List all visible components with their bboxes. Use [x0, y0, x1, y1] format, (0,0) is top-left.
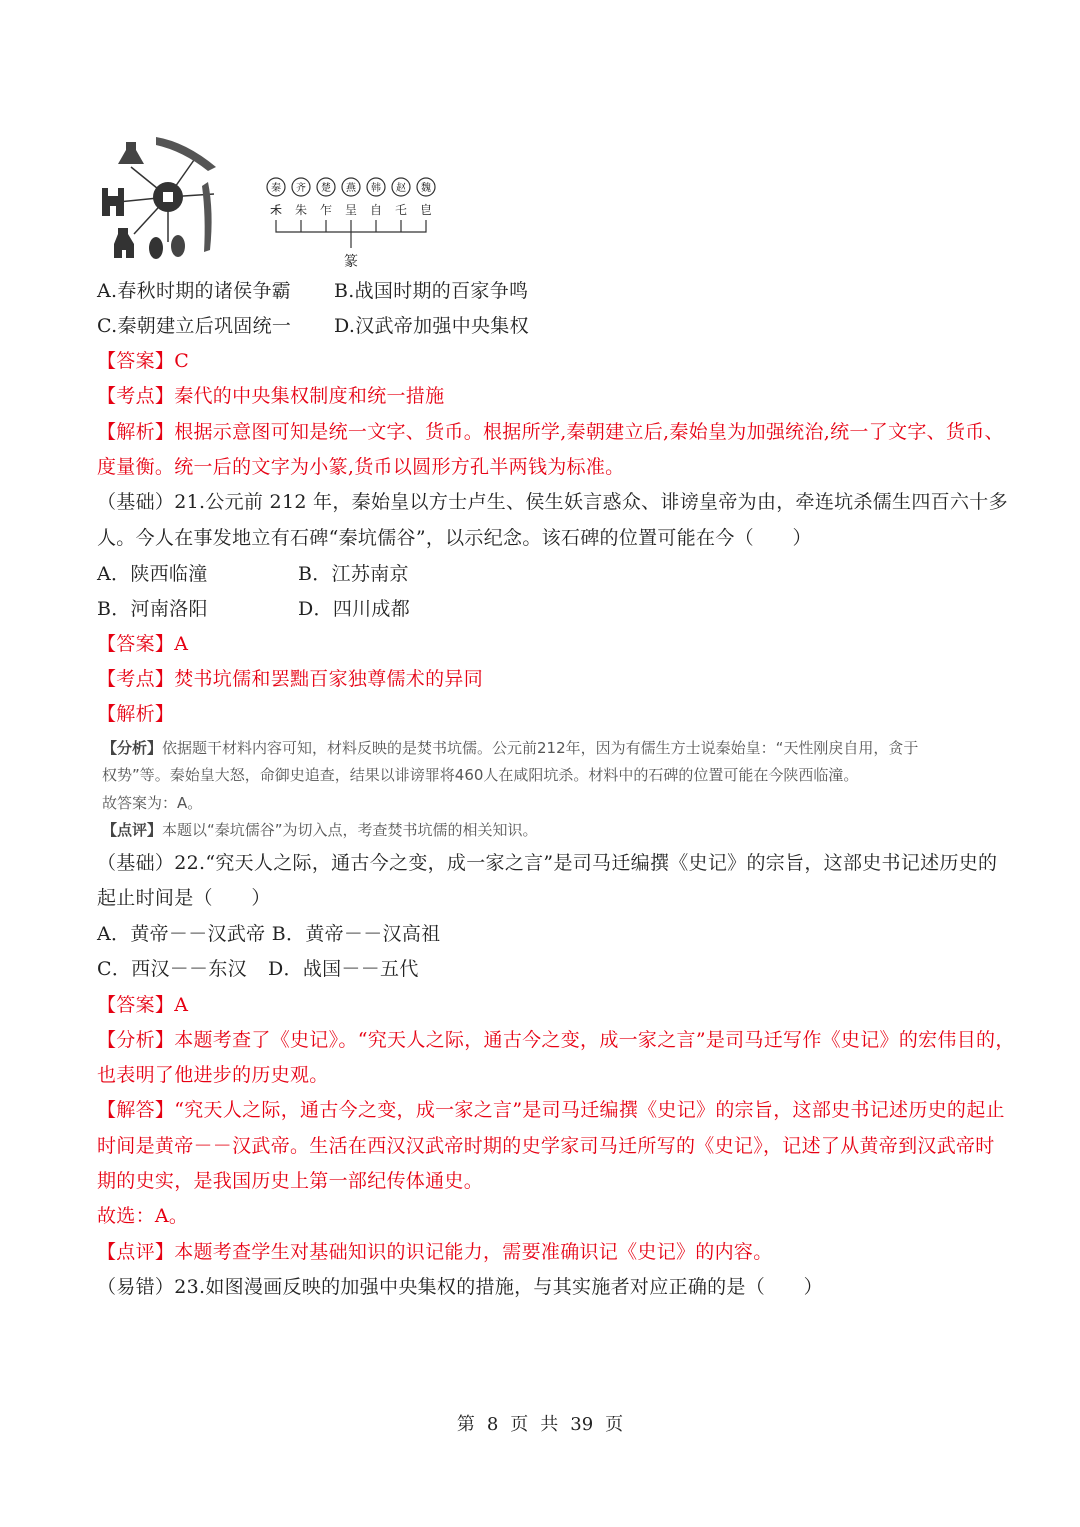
- q21-fenxi-line1: [102, 738, 918, 758]
- q22-option-c: C．西汉－－东汉: [97, 958, 247, 980]
- q22-fenxi-line2: 也表明了他进步的历史观。: [97, 1064, 329, 1086]
- q21-option-b: B．江苏南京: [298, 563, 409, 585]
- script-qi: 朱: [294, 203, 308, 217]
- page-total: 39: [570, 1414, 594, 1435]
- q22-fenxi-line1: [97, 1028, 1015, 1052]
- dianping-label: 【点评】: [102, 821, 163, 839]
- q22-guxuan: 故选：A。: [97, 1205, 189, 1227]
- q21-fenxi-line2: 权势”等。秦始皇大怒，命御史追查，结果以诽谤罪将460人在咸阳坑杀。材料中的石碑的位置可能在今陕西临潼。: [102, 766, 859, 784]
- q21-kaodian: [97, 667, 483, 691]
- script-zhao: 乇: [394, 203, 408, 217]
- kaodian-label: 【考点】: [97, 668, 175, 690]
- q21-stem-line2: 人。今人在事发地立有石碑“秦坑儒谷”，以示纪念。该石碑的位置可能在今（ ）: [97, 527, 812, 549]
- answer-value: A: [174, 994, 189, 1016]
- q23-stem: （易错）23.如图漫画反映的加强中央集权的措施，与其实施者对应正确的是（ ）: [97, 1276, 823, 1298]
- q21-stem-line1: （基础）21.公元前 212 年，秦始皇以方士卢生、侯生妖言惑众、诽谤皇帝为由，牵连坑杀儒生四百六十多: [97, 491, 1008, 513]
- q20-option-c: C.秦朝建立后巩固统一: [97, 315, 292, 337]
- q20-kaodian: [97, 384, 444, 408]
- q20-jiexi-line2: 度量衡。统一后的文字为小篆,货币以圆形方孔半两钱为标准。: [97, 456, 625, 478]
- question-figure: [96, 132, 476, 272]
- q22-stem-line2: 起止时间是（ ）: [97, 887, 271, 909]
- q22-stem-line1: （基础）22.“究天人之际，通古今之变，成一家之言”是司马迁编撰《史记》的宗旨，这部史书记述历史的: [97, 852, 998, 874]
- answer-value: A: [174, 633, 189, 655]
- state-zhao: 赵: [396, 183, 406, 194]
- answer-value: C: [174, 350, 190, 372]
- script-chu: 乍: [319, 203, 333, 217]
- answer-label: 【答案】: [97, 350, 175, 372]
- script-yan: 呈: [344, 203, 358, 217]
- q21-dianping: [102, 820, 538, 840]
- q20-answer: [97, 349, 189, 373]
- jiexi-text: 根据示意图可知是统一文字、货币。根据所学,秦朝建立后,秦始皇为加强统治,统一了文字、货币、: [174, 421, 1004, 443]
- q22-answer: [97, 993, 188, 1017]
- script-tree-lines: [264, 174, 454, 272]
- kaodian-text: 焚书坑儒和罢黜百家独尊儒术的异同: [174, 668, 484, 690]
- script-qin: 𥝌: [269, 203, 283, 217]
- q21-jiexi-label: 【解析】: [97, 703, 175, 725]
- q21-guda: 故答案为：A。: [102, 794, 203, 812]
- footer-gong: 共: [540, 1414, 559, 1435]
- state-yan: 燕: [346, 183, 356, 194]
- footer-ye: 页: [510, 1414, 529, 1435]
- answer-label: 【答案】: [97, 633, 175, 655]
- fenxi-label: 【分析】: [102, 739, 163, 757]
- fenxi-text: 本题考查了《史记》。“究天人之际，通古今之变，成一家之言”是司马迁写作《史记》的宏伟目的，: [174, 1029, 1015, 1051]
- fenxi-text: 依据题干材料内容可知，材料反映的是焚书坑儒。公元前212年，因为有儒生方士说秦始皇：“天性刚戾自用，贪于: [162, 739, 919, 757]
- dianping-text: 本题考查学生对基础知识的识记能力，需要准确识记《史记》的内容。: [174, 1241, 773, 1263]
- footer-di: 第: [456, 1414, 475, 1435]
- q20-option-a: A.春秋时期的诸侯争霸: [97, 280, 292, 302]
- jieda-label: 【解答】: [97, 1099, 175, 1121]
- script-wei: 皀: [419, 203, 433, 217]
- dianping-text: 本题以“秦坑儒谷”为切入点，考查焚书坑儒的相关知识。: [162, 821, 538, 839]
- page-footer: [0, 1410, 1080, 1436]
- kaodian-label: 【考点】: [97, 385, 175, 407]
- q22-jieda-line2: 时间是黄帝－－汉武帝。生活在西汉汉武帝时期的史学家司马迁所写的《史记》，记述了从黄帝到汉武帝时: [97, 1135, 995, 1157]
- q21-answer: [97, 632, 188, 656]
- jieda-text: “究天人之际，通古今之变，成一家之言”是司马迁编撰《史记》的宗旨，这部史书记述历史的起止: [174, 1099, 1005, 1121]
- state-chu: 楚: [321, 183, 331, 194]
- jiexi-label: 【解析】: [97, 421, 175, 443]
- footer-ye2: 页: [605, 1414, 624, 1435]
- script-unified: 篆: [344, 254, 358, 270]
- q21-option-d: D．四川成都: [298, 598, 411, 620]
- script-han: 自: [369, 203, 383, 217]
- q20-option-b: B.战国时期的百家争鸣: [334, 280, 529, 302]
- state-qin: 秦: [271, 183, 281, 194]
- q21-option-a: A．陕西临潼: [97, 563, 208, 585]
- ancient-coins-illustration: [96, 132, 226, 262]
- q22-option-d: D．战国－－五代: [268, 958, 419, 980]
- answer-label: 【答案】: [97, 994, 175, 1016]
- q22-jieda-line1: [97, 1098, 1005, 1122]
- q22-option-ab: A．黄帝－－汉武帝 B．黄帝－－汉高祖: [97, 923, 441, 945]
- q21-option-c: B．河南洛阳: [97, 598, 208, 620]
- fenxi-label: 【分析】: [97, 1029, 175, 1051]
- kaodian-text: 秦代的中央集权制度和统一措施: [174, 385, 445, 407]
- script-unification-diagram: [264, 174, 454, 272]
- page-number: 8: [486, 1414, 499, 1435]
- dianping-label: 【点评】: [97, 1241, 175, 1263]
- q22-jieda-line3: 期的史实，是我国历史上第一部纪传体通史。: [97, 1170, 484, 1192]
- state-qi: 齐: [296, 183, 306, 194]
- q20-option-d: D.汉武帝加强中央集权: [334, 315, 529, 337]
- q20-jiexi-line1: [97, 420, 1004, 444]
- q22-dianping: [97, 1240, 773, 1264]
- state-wei: 魏: [421, 183, 431, 194]
- state-han: 韩: [371, 183, 381, 194]
